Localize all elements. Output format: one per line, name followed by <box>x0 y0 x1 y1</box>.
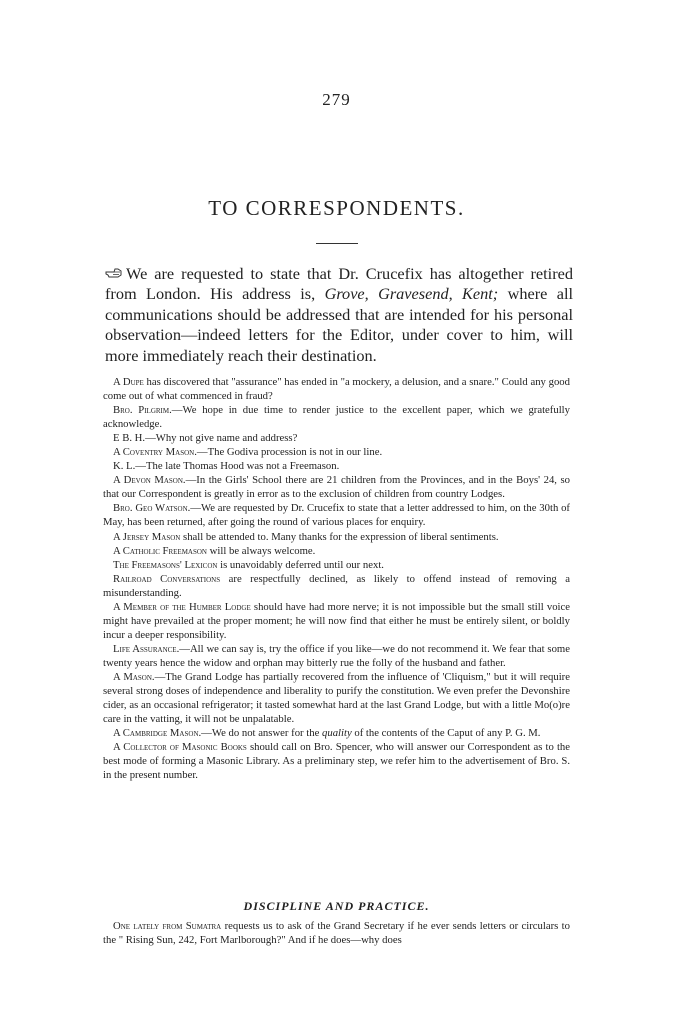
closing-text: requests us to ask of the Grand Secretary if he ever sends letters or circulars to the " Rising Sun, 242, Fort Marlborough?" And if he does—why does <box>103 920 570 947</box>
item-text: are respectfully declined, as likely to offend instead of removing a misunderstanding. <box>103 572 571 599</box>
item-text: should call on Bro. Spencer, who will answer our Correspondent as to the best mode of forming a Masonic Library. As a preliminary step, we refer him to the advertisement of Bro. S. in the present number. <box>103 741 571 782</box>
list-item <box>103 375 570 403</box>
item-text: —The Grand Lodge has partially recovered from the influence of 'Cliquism," but it will require several strong doses of independence and liberality to purify the constitution. We even prefer the Devonshire cider, as an occasional refrigerator; it tasted somewhat hard at the last Grand Lodge, but with a little Mo(o)re care in the vatting, it will not be unpalatable. <box>103 670 570 726</box>
item-lead: Bro. Pilgrim. <box>113 404 172 417</box>
list-item <box>103 726 570 740</box>
item-text: —We are requested by Dr. Crucefix to state that a letter addressed to him, on the 30th of May, has been returned, after going the round of various places for enquiry. <box>103 502 570 529</box>
item-lead: Life Assurance. <box>113 642 180 655</box>
section-heading: DISCIPLINE AND PRACTICE. <box>243 899 430 913</box>
item-lead: A Coventry Mason. <box>113 446 197 459</box>
list-item <box>103 670 570 726</box>
list-item <box>103 459 570 473</box>
list-item <box>103 600 570 642</box>
item-lead: A Catholic Freemason <box>113 544 207 557</box>
list-item <box>103 740 570 782</box>
item-lead: A Devon Mason. <box>113 474 186 487</box>
list-item <box>103 403 570 431</box>
item-emphasis: quality <box>322 727 352 740</box>
item-lead: Railroad Conversations <box>113 572 221 585</box>
item-text: —Why not give name and address? <box>145 432 298 445</box>
item-text: should have had more nerve; it is not impossible but the small still voice might have prevailed at the proper moment; he will now find that either he must be entirely silent, or boldly incur a deeper responsibility. <box>103 600 571 641</box>
list-item <box>103 642 570 670</box>
page-title: TO CORRESPONDENTS. <box>208 196 465 220</box>
item-lead: A Member of the Humber Lodge <box>113 600 251 613</box>
item-text: —All we can say is, try the office if you like—we do not recommend it. We fear that some twenty years hence the widow and orphan may bitterly rue the folly of the husband and father. <box>103 642 570 669</box>
notice-paragraph <box>105 264 573 366</box>
list-item <box>103 572 570 600</box>
item-lead: The Freemasons' Lexicon <box>113 558 218 571</box>
item-text: —We hope in due time to render justice to the excellent paper, which we gratefully acknowledge. <box>103 404 570 431</box>
list-item <box>103 558 570 572</box>
list-item <box>103 501 570 529</box>
item-lead: Bro. Geo Watson. <box>113 502 191 515</box>
item-text: —In the Girls' School there are 21 children from the Provinces, and in the Boys' 24, so that our Correspondent is greatly in error as to the exclusion of children from country Lodges. <box>103 474 570 501</box>
correspondent-items <box>103 375 570 782</box>
item-text: —We do not answer for the <box>201 727 320 740</box>
item-lead: A Dupe <box>113 376 144 388</box>
item-lead: A Mason. <box>113 670 155 683</box>
item-text: shall be attended to. Many thanks for the expression of liberal sentiments. <box>183 530 499 543</box>
list-item <box>103 473 570 501</box>
item-text: —The Godiva procession is not in our line. <box>196 446 383 459</box>
item-lead: K. L. <box>113 460 136 473</box>
title-rule <box>316 243 358 244</box>
item-text: will be always welcome. <box>209 544 316 557</box>
item-lead: A Jersey Mason <box>113 530 181 543</box>
list-item <box>103 544 570 558</box>
list-item <box>103 445 570 459</box>
list-item <box>103 431 570 445</box>
item-text: is unavoidably deferred until our next. <box>220 558 384 571</box>
item-tail: of the contents of the Caput of any P. G. M. <box>354 727 541 740</box>
notice-rest: where all communications should be addressed that are intended for his personal observation—indeed letters for the Editor, under cover to him, will more immediately reach their destination. <box>105 284 574 365</box>
item-text: —The late Thomas Hood was not a Freemason. <box>135 460 340 473</box>
item-lead: A Collector of Masonic Books <box>113 741 247 754</box>
item-lead: A Cambridge Mason. <box>113 727 202 740</box>
closing-lead: One lately from Sumatra <box>113 920 222 932</box>
item-text: has discovered that "assurance" has ended in "a mockery, a delusion, and a snare." Could any good come out of what commenced in fraud? <box>103 376 570 403</box>
closing-paragraph <box>103 919 570 947</box>
item-lead: E B. H. <box>113 432 146 445</box>
notice-intro: We are requested to state that Dr. Crucefix has altogether retired from London. His address is, <box>105 264 573 304</box>
page-number: 279 <box>322 90 351 109</box>
notice-address: Grove, Gravesend, Kent; <box>324 284 499 304</box>
pointing-hand-icon <box>105 267 122 278</box>
list-item <box>103 530 570 544</box>
